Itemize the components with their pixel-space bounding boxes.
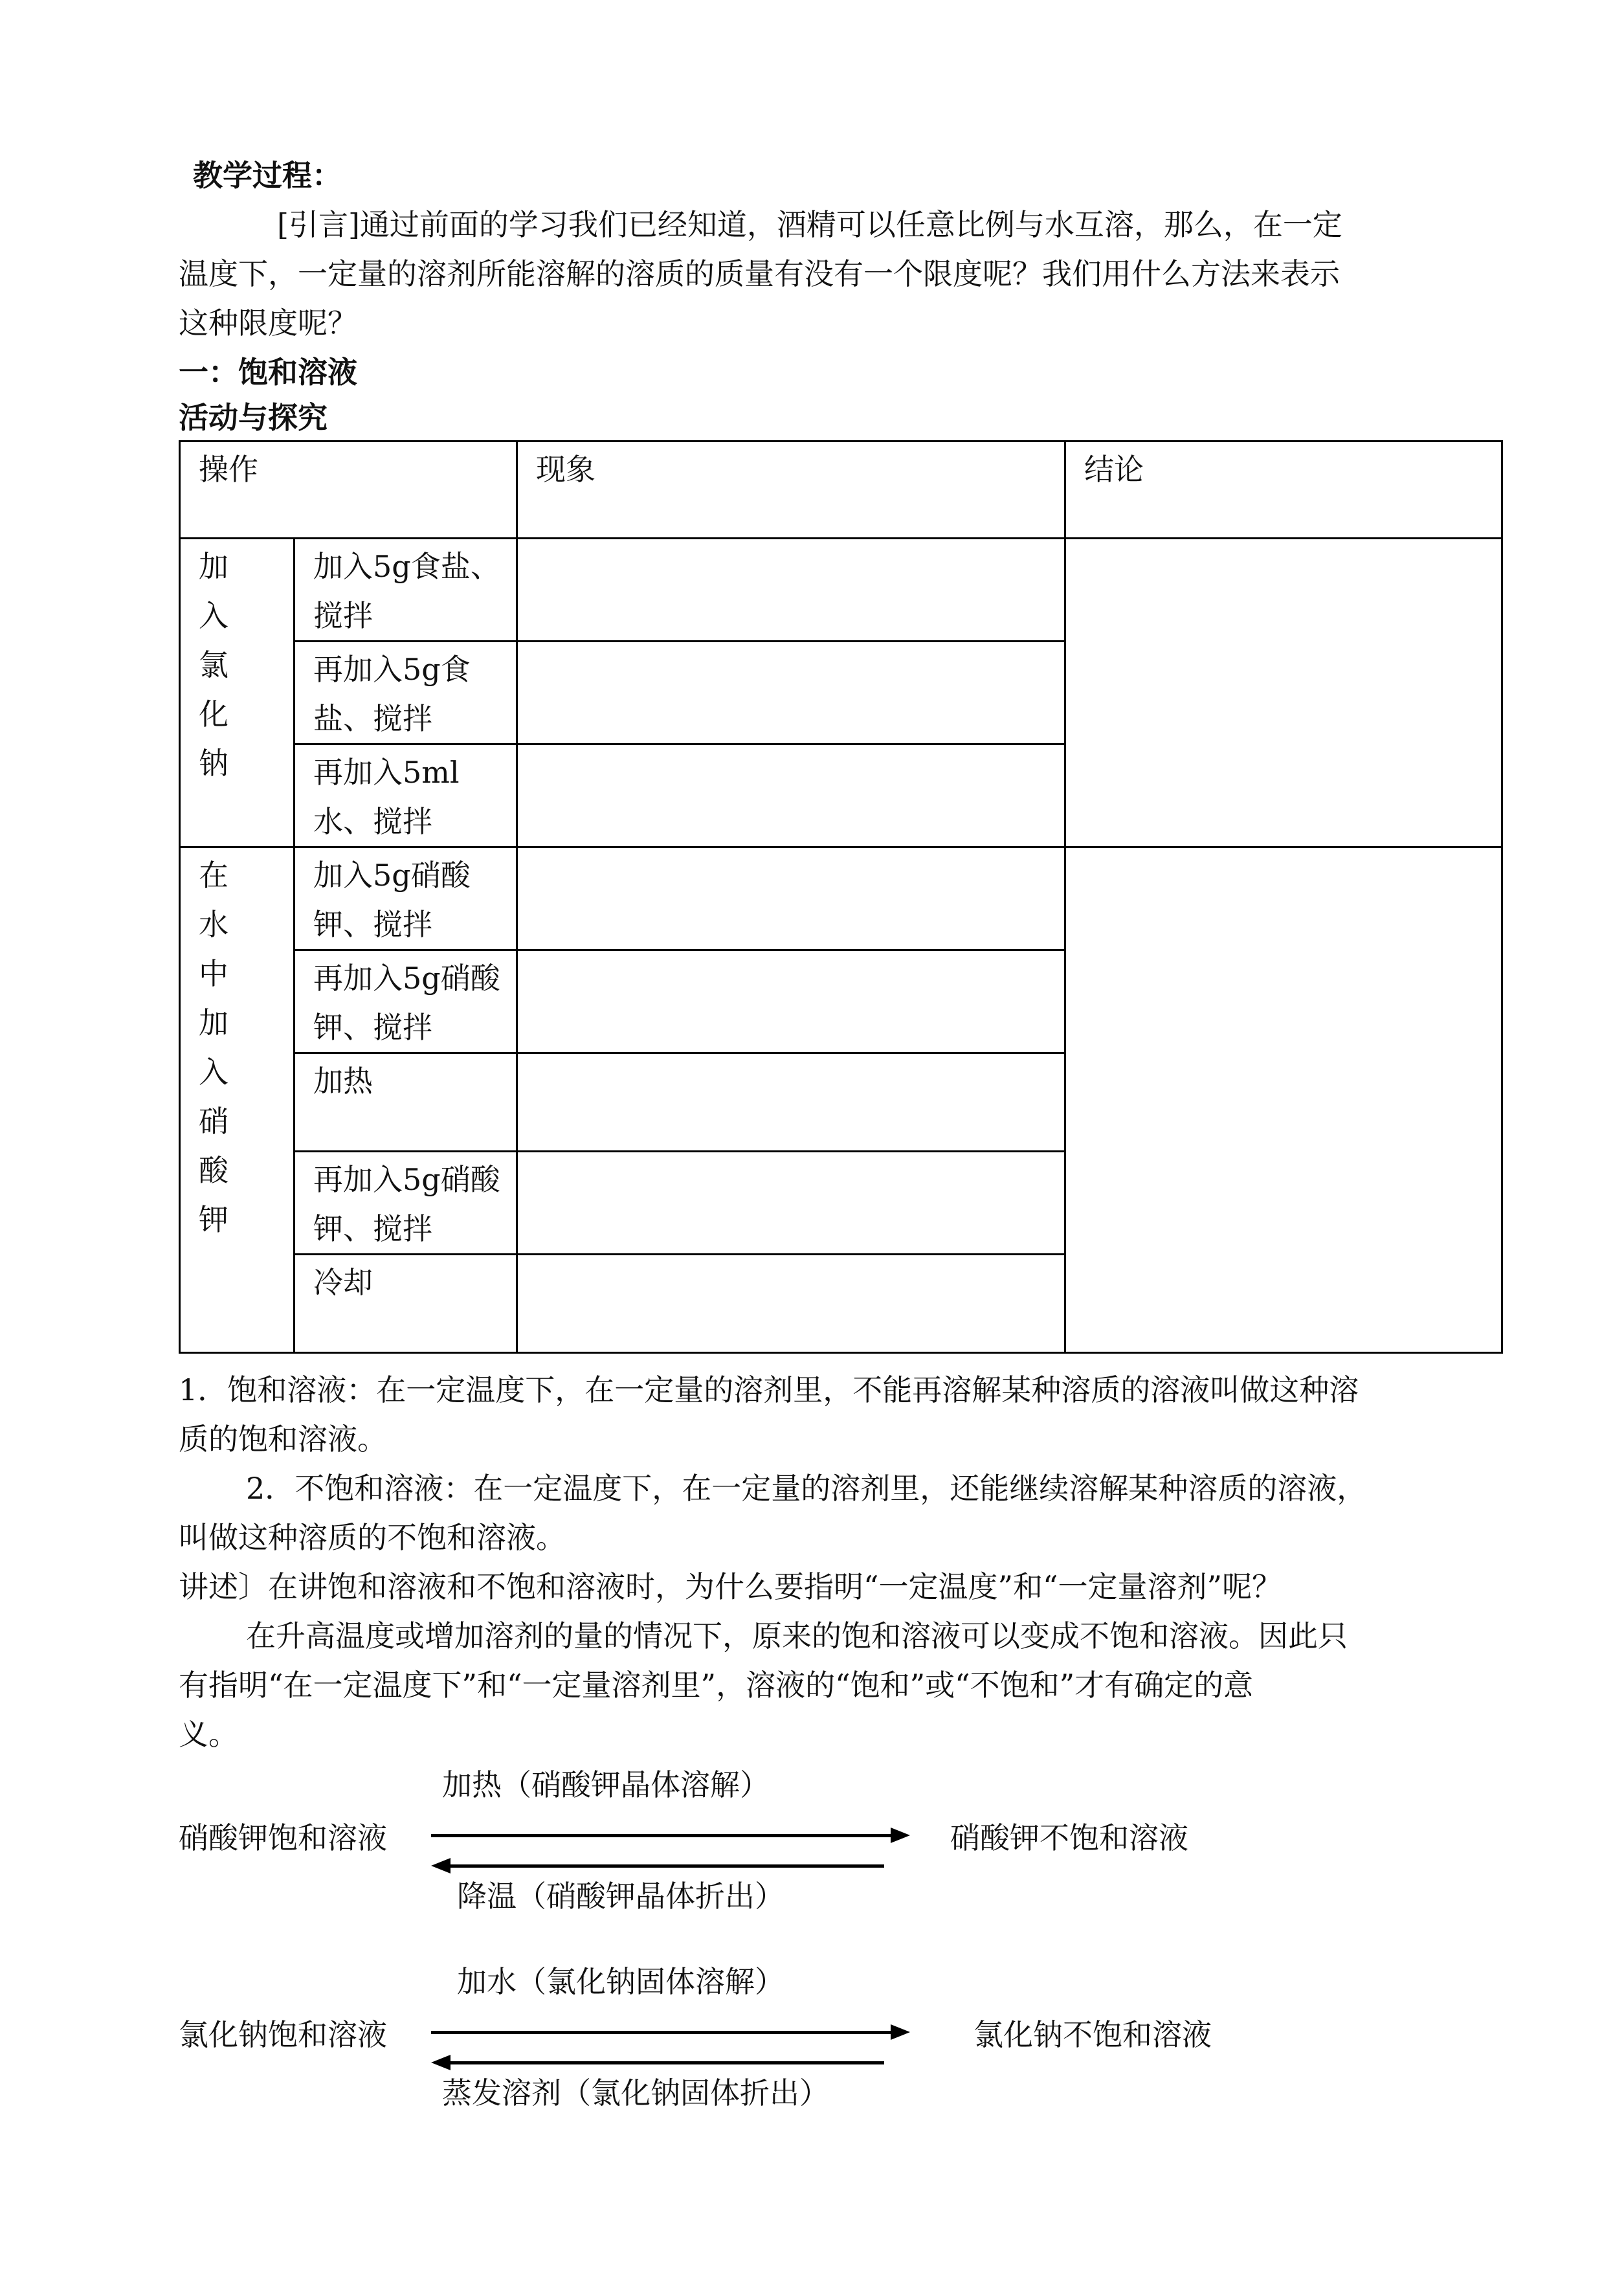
conclusion-cell-kno3 <box>1065 847 1502 1353</box>
diagram2-left-label: 氯化钠饱和溶液 <box>179 2017 387 2052</box>
operation-cell: 再加入5g硝酸钾、搅拌 <box>295 950 517 1053</box>
diagram1-right-label: 硝酸钾不饱和溶液 <box>950 1820 1188 1855</box>
group-label-kno3: 在水中加入硝酸钾 <box>180 847 295 1353</box>
phenomenon-cell <box>517 950 1065 1053</box>
diagram2-right-label: 氯化钠不饱和溶液 <box>973 2017 1212 2052</box>
operation-cell: 再加入5g硝酸钾、搅拌 <box>295 1152 517 1255</box>
diagram2-top-label: 加水（氯化钠固体溶解） <box>457 1964 784 1999</box>
phenomenon-cell <box>517 847 1065 950</box>
operation-cell: 再加入5ml水、搅拌 <box>295 744 517 847</box>
diagram1-bottom-label: 降温（硝酸钾晶体折出） <box>457 1879 784 1914</box>
phenomenon-cell <box>517 539 1065 642</box>
diagram2-bottom-label: 蒸发溶剂（氯化钠固体折出） <box>442 2075 829 2110</box>
lecture-note: 讲述〕在讲饱和溶液和不饱和溶液时，为什么要指明“一定温度”和“一定量溶剂”呢？ <box>179 1569 1282 1604</box>
intro-line-3: 这种限度呢？ <box>179 306 357 341</box>
explanation-line-3: 义。 <box>179 1717 238 1752</box>
operation-cell: 加入5g食盐、搅拌 <box>295 539 517 642</box>
phenomenon-cell <box>517 642 1065 744</box>
header-conclusion: 结论 <box>1065 442 1502 539</box>
explanation-line-1: 在升高温度或增加溶剂的量的情况下，原来的饱和溶液可以变成不饱和溶液。因此只 <box>246 1618 1348 1653</box>
intro-line-2: 温度下，一定量的溶剂所能溶解的溶质的质量有没有一个限度呢？我们用什么方法来表示 <box>179 256 1340 291</box>
phenomenon-cell <box>517 1053 1065 1152</box>
operation-cell: 再加入5g食盐、搅拌 <box>295 642 517 744</box>
diagram1-top-label: 加热（硝酸钾晶体溶解） <box>442 1767 770 1802</box>
definition-saturated-line-1: 1．饱和溶液：在一定温度下，在一定量的溶剂里，不能再溶解某种溶质的溶液叫做这种溶 <box>179 1372 1359 1407</box>
definition-unsaturated-line-1: 2．不饱和溶液：在一定温度下，在一定量的溶剂里，还能继续溶解某种溶质的溶液， <box>246 1471 1367 1506</box>
header-operation: 操作 <box>180 442 517 539</box>
operation-cell: 加热 <box>295 1053 517 1152</box>
table-row <box>180 539 1502 642</box>
phenomenon-cell <box>517 1152 1065 1255</box>
definition-saturated-line-2: 质的饱和溶液。 <box>179 1422 387 1457</box>
experiment-table <box>179 440 1503 1354</box>
group-label-nacl: 加入氯化钠 <box>180 539 295 847</box>
explanation-line-2: 有指明“在一定温度下”和“一定量溶剂里”，溶液的“饱和”或“不饱和”才有确定的意 <box>179 1668 1254 1703</box>
section-heading: 教学过程： <box>193 158 342 193</box>
intro-line-1: [引言]通过前面的学习我们已经知道，酒精可以任意比例与水互溶，那么，在一定 <box>277 207 1342 242</box>
header-phenomenon: 现象 <box>517 442 1065 539</box>
phenomenon-cell <box>517 1255 1065 1353</box>
phenomenon-cell <box>517 744 1065 847</box>
diagram1-left-label: 硝酸钾饱和溶液 <box>179 1820 387 1855</box>
operation-cell: 冷却 <box>295 1255 517 1353</box>
table-row <box>180 847 1502 950</box>
activity-title: 活动与探究 <box>179 400 328 435</box>
definition-unsaturated-line-2: 叫做这种溶质的不饱和溶液。 <box>179 1520 566 1555</box>
section-title-saturated: 一：饱和溶液 <box>179 355 357 390</box>
conclusion-cell-nacl <box>1065 539 1502 847</box>
table-header-row <box>180 442 1502 539</box>
operation-cell: 加入5g硝酸钾、搅拌 <box>295 847 517 950</box>
